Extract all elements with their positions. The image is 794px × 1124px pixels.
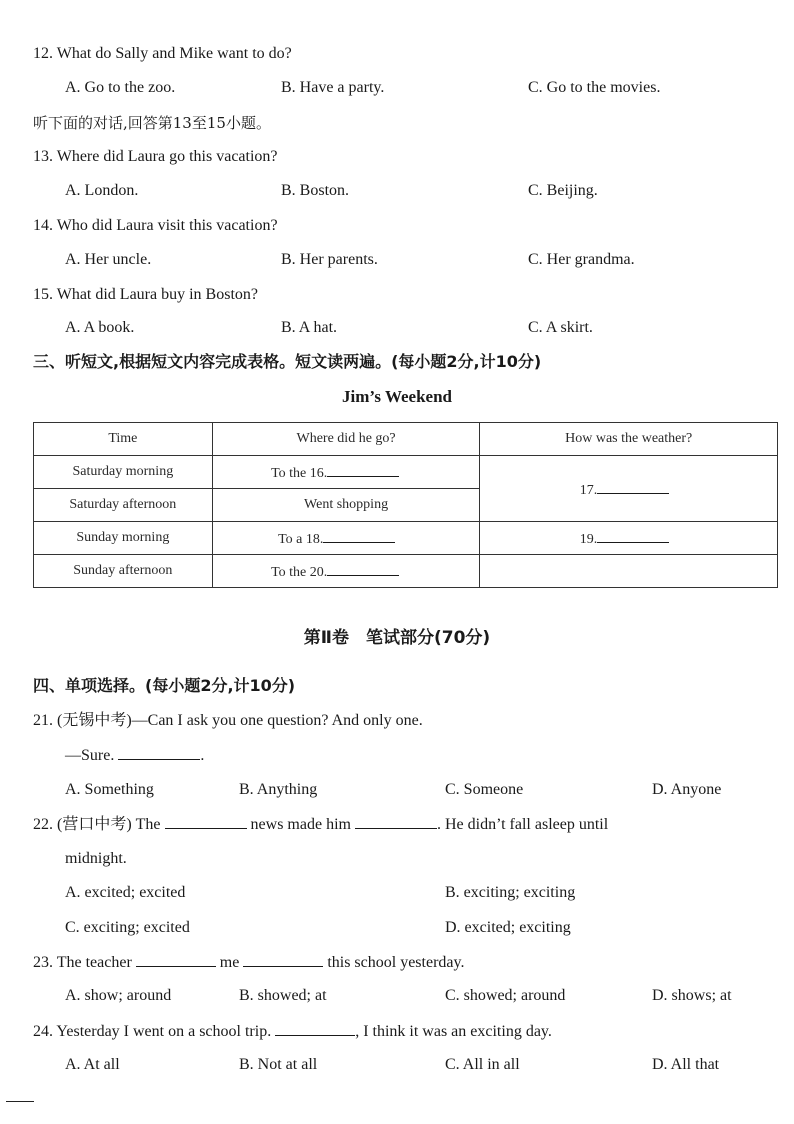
- q22-blank-1[interactable]: [165, 814, 247, 829]
- row-where: [212, 555, 480, 588]
- question-23: [33, 952, 464, 973]
- section-3-heading: 三、听短文,根据短文内容完成表格。短文读两遍。(每小题2分,计10分): [33, 352, 542, 371]
- q21-option-d: D. Anyone: [652, 781, 722, 798]
- q22-option-a: A. excited; excited: [65, 884, 186, 901]
- q24-option-b: B. Not at all: [239, 1056, 318, 1073]
- row-time: Saturday morning: [34, 456, 213, 489]
- question-24: [33, 1021, 552, 1042]
- row-time: Saturday afternoon: [34, 489, 213, 522]
- fill-19-label: 19.: [579, 532, 598, 547]
- blank-17[interactable]: [597, 479, 669, 494]
- header-where: Where did he go?: [212, 423, 480, 456]
- row-weather: [480, 555, 778, 588]
- question-12: 12. What do Sally and Mike want to do?: [33, 45, 292, 62]
- q23-number: 23. The teacher: [33, 954, 132, 971]
- q23-end: this school yesterday.: [327, 954, 465, 971]
- q13-option-b: B. Boston.: [281, 182, 350, 199]
- q23-mid: me: [219, 954, 240, 971]
- q24-option-c: C. All in all: [445, 1056, 520, 1073]
- table-title: Jim’s Weekend: [341, 387, 453, 406]
- q21-option-c: C. Someone: [445, 781, 524, 798]
- q22-number: 22. (营口中考) The: [33, 816, 161, 833]
- q12-option-b: B. Have a party.: [281, 79, 385, 96]
- table-row: [34, 522, 778, 555]
- q15-option-c: C. A skirt.: [528, 319, 593, 336]
- row-where: Went shopping: [212, 489, 480, 522]
- q21-option-a: A. Something: [65, 781, 154, 798]
- q22-option-d: D. excited; exciting: [445, 919, 571, 936]
- question-21: 21. (无锡中考)—Can I ask you one question? And only one.: [33, 712, 423, 729]
- question-15: 15. What did Laura buy in Boston?: [33, 286, 258, 303]
- fill-17-label: 17.: [579, 482, 598, 498]
- row-weather: [480, 522, 778, 555]
- q23-option-b: B. showed; at: [239, 987, 327, 1004]
- blank-19[interactable]: [597, 528, 669, 543]
- q23-blank-1[interactable]: [136, 952, 216, 967]
- q22-continuation: midnight.: [65, 850, 127, 867]
- question-13: 13. Where did Laura go this vacation?: [33, 148, 278, 165]
- blank-18[interactable]: [323, 528, 395, 543]
- fill-20-label: To the 20.: [271, 565, 328, 580]
- table-header-row: [34, 423, 778, 456]
- q22-blank-2[interactable]: [355, 814, 437, 829]
- q21-reply: [65, 745, 204, 766]
- q21-blank[interactable]: [118, 745, 200, 760]
- q14-option-a: A. Her uncle.: [65, 251, 152, 268]
- part-2-title: 第Ⅱ卷 笔试部分(70分): [303, 628, 491, 648]
- row-time: Sunday morning: [34, 522, 213, 555]
- q23-blank-2[interactable]: [243, 952, 323, 967]
- table-row: [34, 555, 778, 588]
- q13-option-c: C. Beijing.: [528, 182, 598, 199]
- q22-end: . He didn’t fall asleep until: [436, 816, 609, 833]
- q12-option-a: A. Go to the zoo.: [65, 79, 176, 96]
- table-row: [34, 456, 778, 489]
- blank-16[interactable]: [327, 462, 399, 477]
- weekend-table: [33, 422, 778, 588]
- row-weather: [480, 456, 778, 522]
- q14-option-b: B. Her parents.: [281, 251, 378, 268]
- blank-20[interactable]: [327, 561, 399, 576]
- fill-18-label: To a 18.: [278, 532, 324, 547]
- fill-16-label: To the 16.: [271, 466, 328, 481]
- header-weather: How was the weather?: [480, 423, 778, 456]
- question-14: 14. Who did Laura visit this vacation?: [33, 217, 278, 234]
- q22-option-c: C. exciting; excited: [65, 919, 190, 936]
- question-22: [33, 814, 781, 835]
- header-time: Time: [34, 423, 213, 456]
- q14-option-c: C. Her grandma.: [528, 251, 635, 268]
- q24-blank[interactable]: [275, 1021, 355, 1036]
- q23-option-a: A. show; around: [65, 987, 172, 1004]
- q15-option-b: B. A hat.: [281, 319, 338, 336]
- q23-option-d: D. shows; at: [652, 987, 732, 1004]
- row-time: Sunday afternoon: [34, 555, 213, 588]
- q21-reply-end: .: [200, 747, 205, 764]
- q22-mid: news made him: [250, 816, 351, 833]
- q24-option-d: D. All that: [652, 1056, 720, 1073]
- q12-option-c: C. Go to the movies.: [528, 79, 661, 96]
- q21-reply-text: —Sure.: [65, 747, 115, 764]
- section-4-heading: 四、单项选择。(每小题2分,计10分): [33, 676, 296, 695]
- q13-option-a: A. London.: [65, 182, 139, 199]
- q24-end: , I think it was an exciting day.: [355, 1023, 552, 1040]
- q24-number: 24. Yesterday I went on a school trip.: [33, 1023, 272, 1040]
- q15-option-a: A. A book.: [65, 319, 135, 336]
- q24-option-a: A. At all: [65, 1056, 120, 1073]
- instruction-13-15: 听下面的对话,回答第13至15小题。: [33, 114, 271, 132]
- q23-option-c: C. showed; around: [445, 987, 566, 1004]
- page-edge-mark: [6, 1101, 34, 1102]
- row-where: [212, 456, 480, 489]
- q21-option-b: B. Anything: [239, 781, 318, 798]
- row-where: [212, 522, 480, 555]
- q22-option-b: B. exciting; exciting: [445, 884, 576, 901]
